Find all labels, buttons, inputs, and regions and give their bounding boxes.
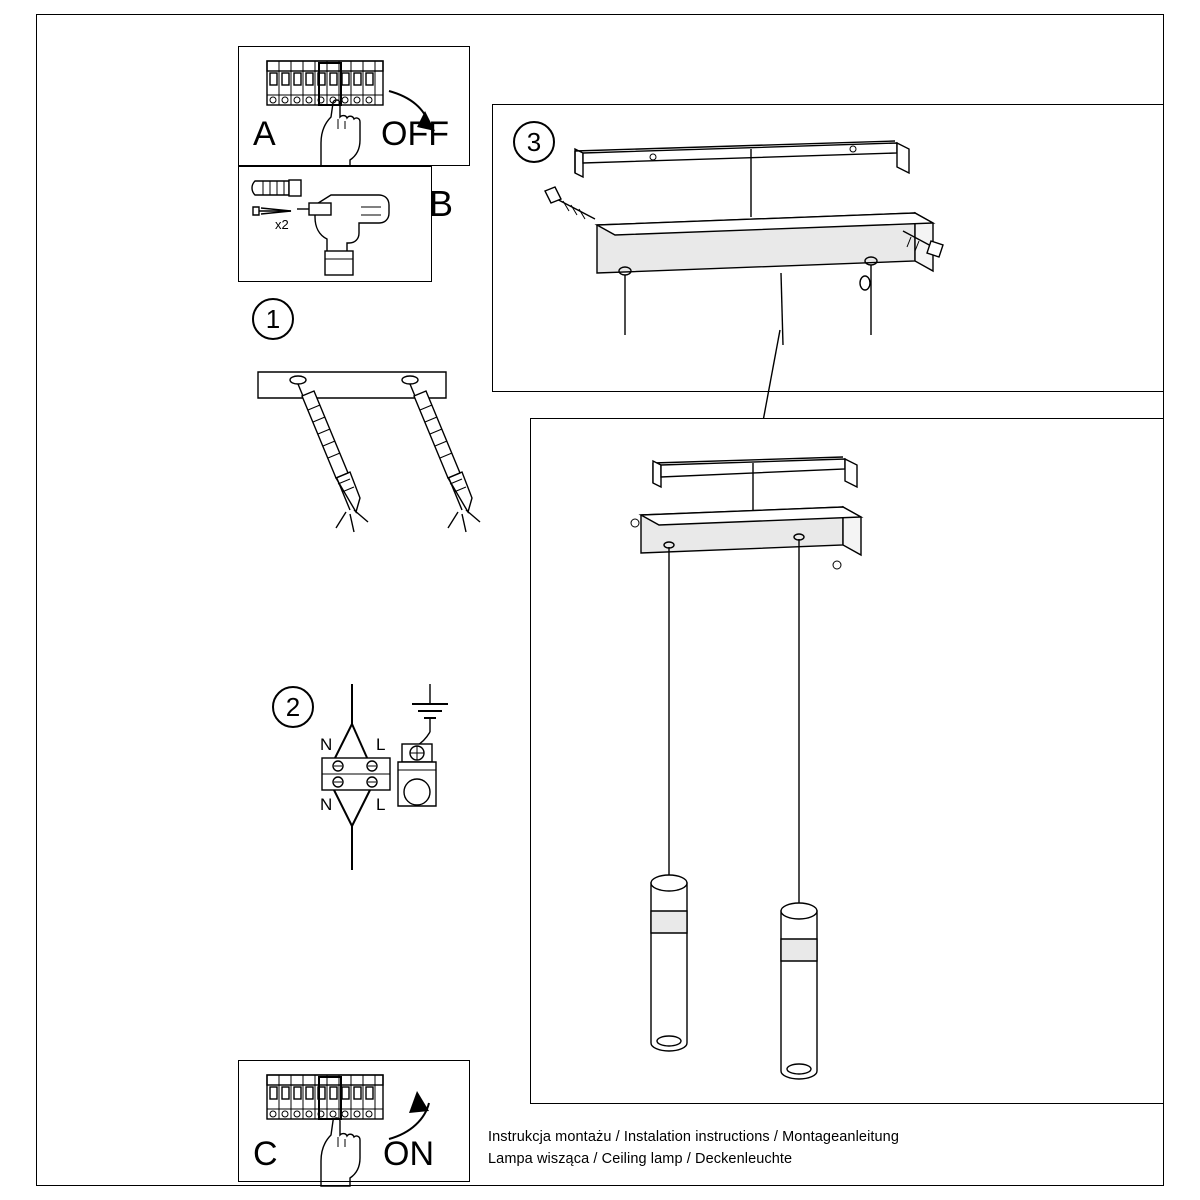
step-1-number-badge (252, 298, 294, 340)
leader-line (740, 330, 940, 420)
panel-b-graphic (239, 167, 433, 283)
step-2-number: 2 (285, 691, 301, 722)
step-3-number-badge (513, 121, 555, 163)
footer-title-line-1: Instrukcja montażu / Instalation instructions / Montageanleitung (488, 1129, 900, 1145)
step-1-number: 1 (265, 303, 281, 334)
terminal-label-n-bottom: N (320, 795, 333, 814)
panel-a-state: OFF (381, 115, 449, 153)
terminal-label-l-bottom: L (376, 795, 386, 814)
panel-c-label: C (253, 1135, 278, 1173)
step-2-graphic (300, 670, 540, 890)
panel-a-label: A (253, 115, 276, 153)
panel-a (238, 46, 470, 166)
panel-c-state: ON (383, 1135, 434, 1173)
panel-b (238, 166, 454, 282)
final-assembly-graphic (531, 419, 1165, 1105)
terminal-label-n-top: N (320, 735, 333, 754)
footer-title-line-2: Lampa wisząca / Ceiling lamp / Deckenleuchte (488, 1151, 793, 1167)
terminal-label-l-top: L (376, 735, 386, 754)
panel-final-assembly (530, 418, 1164, 1104)
panel-c (238, 1060, 470, 1182)
panel-b-label: B (429, 183, 454, 224)
step-3-number: 3 (526, 126, 542, 157)
panel-b-quantity: x2 (275, 217, 289, 232)
